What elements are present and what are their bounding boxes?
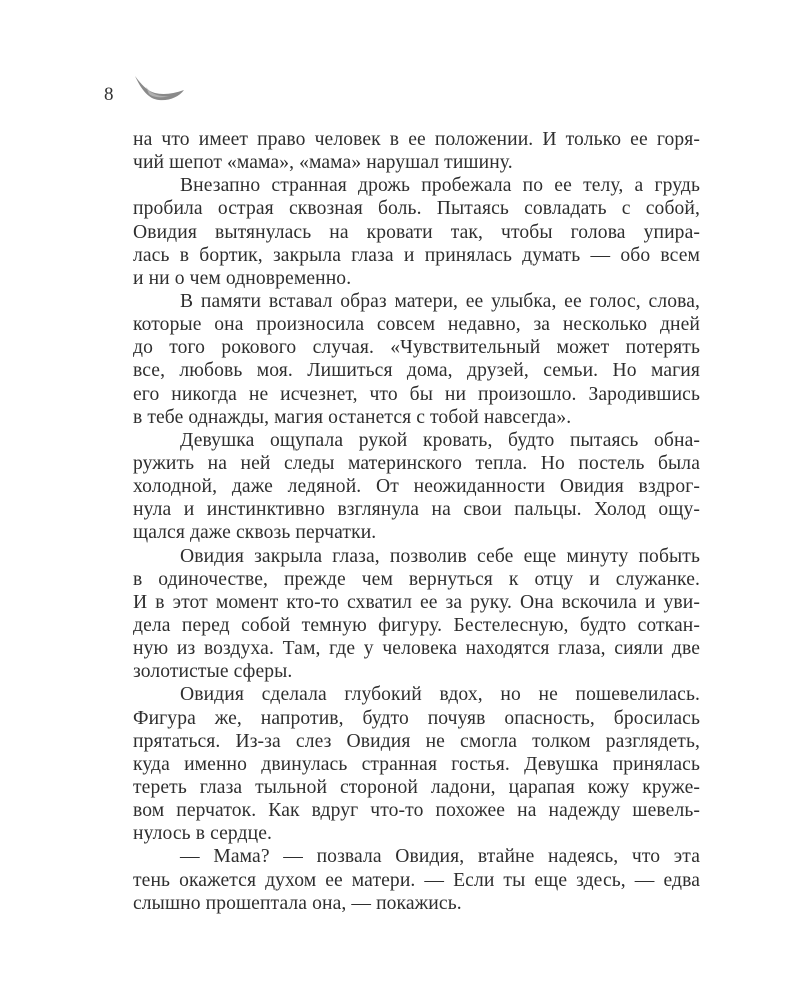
text-line: куда именно двинулась странная гостья. Девушка принялась [133, 753, 700, 775]
text-line: лась в бортик, закрыла глаза и принялась думать — обо всем [133, 244, 700, 266]
text-line: И в этот момент кто-то схватил ее за руку. Она вскочила и уви- [133, 591, 700, 613]
text-line: холодной, даже ледяной. От неожиданности Овидия вздрог- [133, 476, 700, 498]
text-line: Внезапно странная дрожь пробежала по ее телу, а грудь [180, 175, 700, 197]
text-line: пробила острая сквозная боль. Пытаясь совладать с собой, [133, 198, 700, 220]
text-line: слышно прошептала она, — покажись. [133, 892, 462, 914]
text-line: Овидия сделала глубокий вдох, но не пошевелилась. [180, 684, 700, 706]
text-line: нула и инстинктивно взглянула на свои пальцы. Холод ощу- [133, 499, 700, 521]
text-line: в тебе однажды, магия останется с тобой навсегда». [133, 406, 572, 428]
text-line: тереть глаза тыльной стороной ладони, царапая кожу круже- [133, 776, 700, 798]
text-line: на что имеет право человек в ее положении. И только ее горя- [133, 129, 700, 150]
text-line: Фигура же, напротив, будто почуяв опасность, бросилась [133, 707, 700, 729]
text-line: все, любовь моя. Лишиться дома, друзей, семьи. Но магия [133, 360, 700, 382]
text-line: прятаться. Из-за слез Овидия не смогла толком разглядеть, [133, 730, 700, 752]
text-line: Овидия закрыла глаза, позволив себе еще минуту побыть [180, 545, 700, 567]
text-line: щался даже сквозь перчатки. [133, 522, 377, 544]
text-line: — Мама? — позвала Овидия, втайне надеясь, что эта [180, 846, 700, 868]
text-line: Овидия вытянулась на кровати так, чтобы голова упира- [133, 221, 700, 243]
text-line: ную из воздуха. Там, где у человека находятся глаза, сияли две [133, 638, 700, 660]
text-line: В памяти вставал образ матери, ее улыбка, ее голос, слова, [180, 290, 700, 312]
body-text [133, 128, 700, 915]
text-line: ружить на ней следы материнского тепла. Но постель была [133, 452, 700, 474]
text-line: до того рокового случая. «Чувствительный может потерять [133, 337, 700, 359]
swallow-ornament-icon [133, 74, 185, 104]
text-line: дела перед собой темную фигуру. Бестелесную, будто соткан- [133, 614, 700, 636]
text-line: и ни о чем одновременно. [133, 267, 352, 289]
text-line: в одиночестве, прежде чем вернуться к отцу и служанке. [133, 568, 700, 590]
text-line: тень окажется духом ее матери. — Если ты еще здесь, — едва [133, 869, 700, 891]
text-line: чий шепот «мама», «мама» нарушал тишину. [133, 152, 513, 174]
text-line: нулось в сердце. [133, 823, 272, 845]
text-line: Девушка ощупала рукой кровать, будто пытаясь обна- [180, 429, 700, 451]
text-line: его никогда не исчезнет, что бы ни произошло. Зародившись [133, 383, 700, 405]
text-line: которые она произносила совсем недавно, за несколько дней [133, 314, 700, 336]
text-line: золотистые сферы. [133, 661, 293, 683]
text-line: вом перчаток. Как вдруг что-то похожее на надежду шевель- [133, 800, 700, 822]
page-number: 8 [104, 84, 114, 105]
